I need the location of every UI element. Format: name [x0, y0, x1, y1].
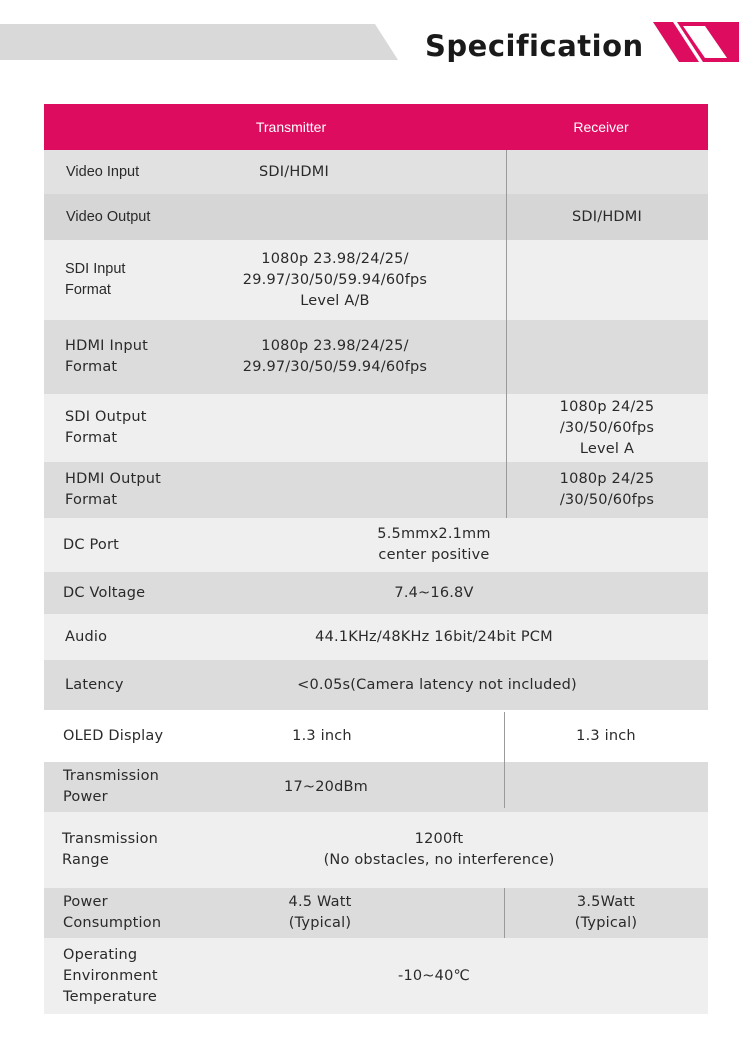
row-label: Latency	[65, 676, 124, 693]
table-row	[44, 194, 708, 240]
transmitter-value	[212, 394, 458, 462]
transmitter-value: 1080p 23.98/24/25/ 29.97/30/50/59.94/60fps Level A/B	[242, 250, 428, 309]
brand-slash-icon	[653, 22, 739, 62]
table-row	[44, 888, 708, 938]
table-row	[44, 812, 708, 888]
column-divider	[506, 150, 507, 518]
row-label: Operating Environment Temperature	[63, 946, 158, 1005]
table-row	[44, 660, 708, 710]
row-label: Power Consumption	[63, 894, 162, 931]
table-header	[44, 104, 708, 150]
receiver-value: 1.3 inch	[576, 727, 636, 744]
row-label: Transmission Range	[62, 831, 159, 868]
shared-value: -10~40℃	[398, 967, 470, 984]
row-label: SDI Output Format	[65, 409, 147, 446]
transmitter-value: 4.5 Watt (Typical)	[288, 894, 352, 931]
column-divider	[504, 888, 505, 938]
header-bar	[0, 24, 398, 60]
receiver-value	[506, 240, 708, 320]
receiver-value: 1080p 24/25 /30/50/60fps Level A	[559, 398, 655, 457]
shared-value: <0.05s(Camera latency not included)	[297, 676, 577, 693]
table-row	[44, 614, 708, 660]
row-label: SDI Input Format	[65, 261, 126, 298]
page-title: Specification	[425, 29, 644, 63]
row-label: DC Port	[63, 536, 120, 553]
receiver-value	[506, 320, 708, 394]
table-row	[44, 762, 708, 812]
table-row	[44, 150, 708, 194]
column-divider	[504, 712, 505, 808]
shared-value: 7.4~16.8V	[394, 584, 474, 601]
row-label: OLED Display	[63, 727, 164, 744]
transmitter-value	[194, 194, 394, 240]
row-label: HDMI Input Format	[65, 338, 149, 375]
receiver-value: SDI/HDMI	[572, 208, 642, 225]
row-label: Video Input	[66, 163, 140, 180]
table-row	[44, 240, 708, 320]
table-row	[44, 320, 708, 394]
receiver-value	[506, 150, 708, 194]
row-label: Audio	[65, 628, 108, 645]
row-label: HDMI Output Format	[65, 471, 162, 508]
table-row	[44, 462, 708, 518]
table-row	[44, 710, 708, 762]
spec-table	[44, 104, 708, 1014]
transmitter-value	[212, 462, 458, 518]
row-label: Transmission Power	[63, 768, 160, 805]
col-header-receiver: Receiver	[573, 119, 629, 135]
transmitter-value: SDI/HDMI	[259, 163, 329, 180]
row-label: DC Voltage	[63, 584, 146, 601]
transmitter-value: 17~20dBm	[284, 778, 368, 795]
row-label: Video Output	[66, 208, 151, 225]
table-row	[44, 394, 708, 462]
transmitter-value: 1.3 inch	[292, 727, 352, 744]
table-row	[44, 938, 708, 1014]
shared-value: 5.5mmx2.1mm center positive	[377, 526, 491, 563]
shared-value: 1200ft (No obstacles, no interference)	[323, 831, 555, 868]
transmitter-value: 1080p 23.98/24/25/ 29.97/30/50/59.94/60fps	[242, 338, 428, 375]
receiver-value: 3.5Watt (Typical)	[574, 894, 638, 931]
table-row	[44, 572, 708, 614]
receiver-value: 1080p 24/25 /30/50/60fps	[559, 471, 655, 508]
col-header-transmitter: Transmitter	[255, 119, 327, 135]
receiver-value	[506, 762, 708, 812]
shared-value: 44.1KHz/48KHz 16bit/24bit PCM	[315, 628, 553, 645]
table-row	[44, 518, 708, 572]
